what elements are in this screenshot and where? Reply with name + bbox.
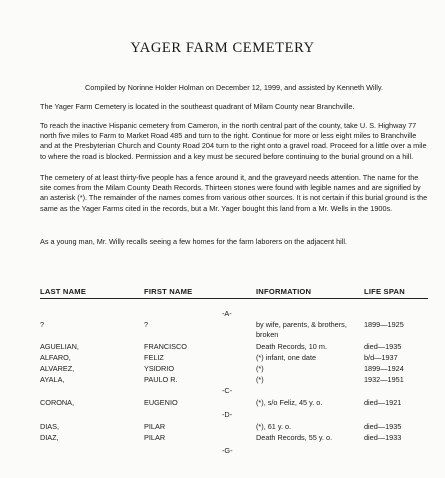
life-span-cell: died—1921 bbox=[364, 398, 402, 407]
section-marker-a: -A- bbox=[222, 309, 232, 318]
description-paragraph: The cemetery of at least thirty-five people has a fence around it, and the graveyard needs attention. The name for the site comes from the Milam County Death Records. Thirteen stones were found with legible names and are signified by an asterisk (*). The remainder of the names comes from various other sources. It is not certain if this burial ground is the same as the Yager Farms cited in the records, but a Mr. Yager bought this land from a Mr. Wells in the 1900s. bbox=[40, 173, 428, 213]
last-name-cell: ? bbox=[40, 320, 45, 329]
last-name-cell: DIAZ, bbox=[40, 433, 59, 442]
first-name-cell: ? bbox=[144, 320, 149, 329]
last-name-cell: AYALA, bbox=[40, 375, 65, 384]
column-header-information: INFORMATION bbox=[256, 287, 312, 296]
life-span-cell: 1932—1951 bbox=[364, 375, 404, 384]
life-span-cell: died—1935 bbox=[364, 422, 402, 431]
location-paragraph: The Yager Farm Cemetery is located in the southeast quadrant of Milam County near Branchville. bbox=[40, 102, 355, 111]
information-cell: Death Records, 55 y. o. bbox=[256, 433, 333, 442]
first-name-cell: YSIDRIO bbox=[144, 364, 175, 373]
information-cell: Death Records, 10 m. bbox=[256, 342, 327, 351]
first-name-cell: PAULO R. bbox=[144, 375, 178, 384]
last-name-cell: DIAS, bbox=[40, 422, 60, 431]
section-marker-g: -G- bbox=[222, 446, 233, 455]
first-name-cell: EUGENIO bbox=[144, 398, 178, 407]
information-cell: (*) bbox=[256, 375, 264, 384]
life-span-cell: 1899—1924 bbox=[364, 364, 404, 373]
column-header-last-name: LAST NAME bbox=[40, 287, 87, 296]
last-name-cell: ALFARO, bbox=[40, 353, 71, 362]
first-name-cell: PILAR bbox=[144, 433, 166, 442]
last-name-cell: ALVAREZ, bbox=[40, 364, 75, 373]
section-marker-d: -D- bbox=[222, 410, 233, 419]
recollection-paragraph: As a young man, Mr. Willy recalls seeing a few homes for the farm laborers on the adjacent hill. bbox=[40, 237, 348, 246]
first-name-cell: FELIZ bbox=[144, 353, 164, 362]
column-header-life-span: LIFE SPAN bbox=[364, 287, 405, 296]
information-cell: (*) infant, one date bbox=[256, 353, 317, 362]
compiled-by-line: Compiled by Norinne Holder Holman on December 12, 1999, and assisted by Kenneth Willy. bbox=[85, 83, 383, 92]
life-span-cell: died—1935 bbox=[364, 342, 402, 351]
directions-paragraph: To reach the inactive Hispanic cemetery from Cameron, in the north central part of the county, take U. S. Highway 77 north five miles to Farm to Market Road 485 and turn to the right. Continue for more or less eight miles to Branchville and at the Presbyterian Church and County Road 204 turn to the right onto a gravel road. Proceed for a little over a mile to where the road is blocked. Permission and a key must be secured before continuing to the burial ground on a hill. bbox=[40, 121, 427, 161]
life-span-cell: 1899—1925 bbox=[364, 320, 404, 329]
section-marker-c: -C- bbox=[222, 386, 233, 395]
last-name-cell: AGUELIAN, bbox=[40, 342, 79, 351]
information-cell: (*), 61 y. o. bbox=[256, 422, 292, 431]
last-name-cell: CORONA, bbox=[40, 398, 75, 407]
life-span-cell: died—1933 bbox=[364, 433, 402, 442]
information-cell: by wife, parents, & brothers, broken bbox=[256, 320, 347, 339]
information-cell: (*), s/o Feliz, 45 y. o. bbox=[256, 398, 323, 407]
header-divider bbox=[40, 298, 428, 299]
life-span-cell: b/d—1937 bbox=[364, 353, 398, 362]
first-name-cell: PILAR bbox=[144, 422, 166, 431]
first-name-cell: FRANCISCO bbox=[144, 342, 187, 351]
column-header-first-name: FIRST NAME bbox=[144, 287, 193, 296]
page-title: YAGER FARM CEMETERY bbox=[130, 40, 315, 56]
information-cell: (*) bbox=[256, 364, 264, 373]
